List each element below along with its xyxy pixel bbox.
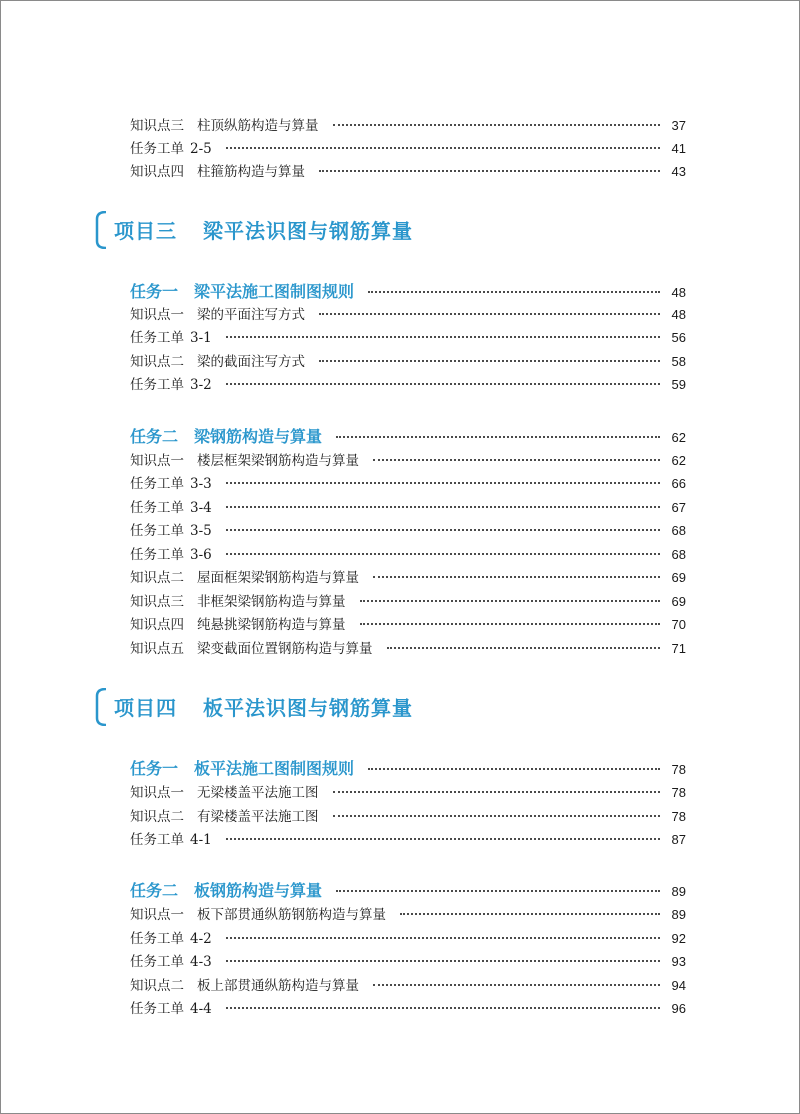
worksheet-number: 4-1: [190, 832, 212, 848]
toc-entry[interactable]: [130, 138, 686, 160]
entry-title: 屋面框架梁钢筋构造与算量: [197, 570, 359, 586]
page-number: 68: [671, 523, 686, 538]
leader-dots: [373, 576, 660, 578]
leader-dots: [226, 937, 660, 939]
leader-dots: [336, 436, 660, 438]
toc-entry[interactable]: [130, 161, 686, 183]
entry-label: 任务工单 4-4: [130, 1001, 212, 1017]
entry-title: 梁的截面注写方式: [197, 354, 305, 370]
entry-label: 知识点二: [130, 570, 184, 586]
task-label: 任务一: [130, 282, 179, 301]
worksheet-number: 3-1: [190, 330, 212, 346]
page-number: 69: [671, 570, 686, 585]
task-heading[interactable]: [130, 426, 686, 448]
entry-label: 任务工单 3-1: [130, 330, 212, 346]
task-title: 板平法施工图制图规则: [194, 759, 355, 778]
entry-title: 非框架梁钢筋构造与算量: [197, 594, 346, 610]
entry-label: 知识点三: [130, 118, 184, 134]
toc-entry[interactable]: [130, 829, 686, 851]
page-number: 62: [671, 430, 686, 445]
toc-entry[interactable]: [130, 975, 686, 997]
toc-entry[interactable]: [130, 567, 686, 589]
leader-dots: [226, 1007, 660, 1009]
entry-label: 任务工单 3-5: [130, 523, 212, 539]
project-title: 项目四 板平法识图与钢筋算量: [114, 696, 413, 720]
bracket-icon: [94, 688, 108, 726]
page-number: 70: [671, 617, 686, 632]
entry-title: 梁变截面位置钢筋构造与算量: [197, 641, 373, 657]
project-title: 项目三 梁平法识图与钢筋算量: [114, 219, 413, 243]
entry-title: 纯悬挑梁钢筋构造与算量: [197, 617, 346, 633]
worksheet-number: 4-4: [190, 1001, 212, 1017]
leader-dots: [226, 838, 660, 840]
entry-label: 任务工单 4-2: [130, 931, 212, 947]
page-number: 66: [671, 476, 686, 491]
page-number: 37: [671, 118, 686, 133]
toc-entry[interactable]: [130, 614, 686, 636]
entry-label: 知识点四: [130, 164, 184, 180]
entry-label: 任务工单 4-1: [130, 832, 212, 848]
page-number: 94: [671, 978, 686, 993]
task-heading[interactable]: [130, 880, 686, 902]
page-number: 59: [671, 377, 686, 392]
entry-label: 任务工单 4-3: [130, 954, 212, 970]
toc-entry[interactable]: [130, 304, 686, 326]
toc-entry[interactable]: [130, 638, 686, 660]
entry-label: 知识点一: [130, 907, 184, 923]
leader-dots: [226, 336, 660, 338]
entry-label: 知识点二: [130, 978, 184, 994]
entry-label: 知识点五: [130, 641, 184, 657]
entry-title: 无梁楼盖平法施工图: [197, 785, 319, 801]
page-number: 58: [671, 354, 686, 369]
leader-dots: [368, 291, 660, 293]
page-number: 67: [671, 500, 686, 515]
leader-dots: [226, 147, 660, 149]
page-number: 78: [671, 785, 686, 800]
toc-entry[interactable]: [130, 473, 686, 495]
entry-title: 楼层框架梁钢筋构造与算量: [197, 453, 359, 469]
toc-entry[interactable]: [130, 951, 686, 973]
page-number: 78: [671, 762, 686, 777]
page-number: 43: [671, 164, 686, 179]
page-number: 48: [671, 285, 686, 300]
toc-entry[interactable]: [130, 374, 686, 396]
worksheet-number: 4-2: [190, 931, 212, 947]
page-number: 89: [671, 907, 686, 922]
toc-entry[interactable]: [130, 544, 686, 566]
worksheet-number: 3-5: [190, 523, 212, 539]
bracket-icon: [94, 211, 108, 249]
toc-entry[interactable]: [130, 450, 686, 472]
entry-title: 柱顶纵筋构造与算量: [197, 118, 319, 134]
leader-dots: [319, 360, 660, 362]
leader-dots: [226, 529, 660, 531]
project-heading[interactable]: [94, 211, 514, 251]
leader-dots: [360, 623, 661, 625]
entry-label: 知识点二: [130, 809, 184, 825]
entry-title: 板上部贯通纵筋构造与算量: [197, 978, 359, 994]
worksheet-number: 3-2: [190, 377, 212, 393]
entry-label: 任务工单 3-6: [130, 547, 212, 563]
leader-dots: [373, 984, 660, 986]
worksheet-number: 3-6: [190, 547, 212, 563]
page-number: 41: [671, 141, 686, 156]
entry-label: 知识点一: [130, 307, 184, 323]
entry-label: 知识点三: [130, 594, 184, 610]
leader-dots: [333, 124, 661, 126]
toc-entry[interactable]: [130, 327, 686, 349]
leader-dots: [226, 960, 660, 962]
leader-dots: [226, 506, 660, 508]
toc-entry[interactable]: [130, 806, 686, 828]
entry-label: 任务工单 2-5: [130, 141, 212, 157]
worksheet-number: 2-5: [190, 141, 212, 157]
leader-dots: [319, 313, 660, 315]
toc-entry[interactable]: [130, 591, 686, 613]
leader-dots: [387, 647, 661, 649]
leader-dots: [226, 383, 660, 385]
page-number: 89: [671, 884, 686, 899]
task-title: 梁平法施工图制图规则: [194, 282, 355, 301]
page-number: 71: [671, 641, 686, 656]
entry-title: 板下部贯通纵筋钢筋构造与算量: [197, 907, 386, 923]
entry-label: 任务工单 3-3: [130, 476, 212, 492]
entry-label: 知识点一: [130, 785, 184, 801]
toc-entry[interactable]: [130, 928, 686, 950]
leader-dots: [360, 600, 661, 602]
task-label: 任务二: [130, 881, 179, 900]
entry-label: 知识点一: [130, 453, 184, 469]
entry-title: 有梁楼盖平法施工图: [197, 809, 319, 825]
leader-dots: [226, 553, 660, 555]
task-title: 梁钢筋构造与算量: [194, 427, 323, 446]
leader-dots: [368, 768, 660, 770]
leader-dots: [373, 459, 660, 461]
entry-title: 柱箍筋构造与算量: [197, 164, 305, 180]
entry-label: 知识点四: [130, 617, 184, 633]
worksheet-number: 4-3: [190, 954, 212, 970]
task-title: 板钢筋构造与算量: [194, 881, 323, 900]
page-number: 96: [671, 1001, 686, 1016]
entry-label: 知识点二: [130, 354, 184, 370]
task-heading[interactable]: [130, 758, 686, 780]
toc-entry[interactable]: [130, 782, 686, 804]
leader-dots: [333, 791, 661, 793]
leader-dots: [333, 815, 661, 817]
entry-label: 任务工单 3-2: [130, 377, 212, 393]
task-label: 任务一: [130, 759, 179, 778]
page-number: 78: [671, 809, 686, 824]
toc-entry[interactable]: [130, 497, 686, 519]
page-number: 69: [671, 594, 686, 609]
task-label: 任务二: [130, 427, 179, 446]
entry-label: 任务工单 3-4: [130, 500, 212, 516]
page-number: 68: [671, 547, 686, 562]
worksheet-number: 3-4: [190, 500, 212, 516]
worksheet-number: 3-3: [190, 476, 212, 492]
toc-entry[interactable]: [130, 904, 686, 926]
toc-entry[interactable]: [130, 351, 686, 373]
project-heading[interactable]: [94, 688, 514, 728]
entry-title: 梁的平面注写方式: [197, 307, 305, 323]
toc-entry[interactable]: [130, 998, 686, 1020]
leader-dots: [400, 913, 660, 915]
page-number: 93: [671, 954, 686, 969]
page-number: 56: [671, 330, 686, 345]
page-number: 87: [671, 832, 686, 847]
leader-dots: [319, 170, 660, 172]
toc-entry[interactable]: [130, 115, 686, 137]
page-number: 48: [671, 307, 686, 322]
task-heading[interactable]: [130, 281, 686, 303]
toc-entry[interactable]: [130, 520, 686, 542]
leader-dots: [336, 890, 660, 892]
page-number: 62: [671, 453, 686, 468]
leader-dots: [226, 482, 660, 484]
page-number: 92: [671, 931, 686, 946]
